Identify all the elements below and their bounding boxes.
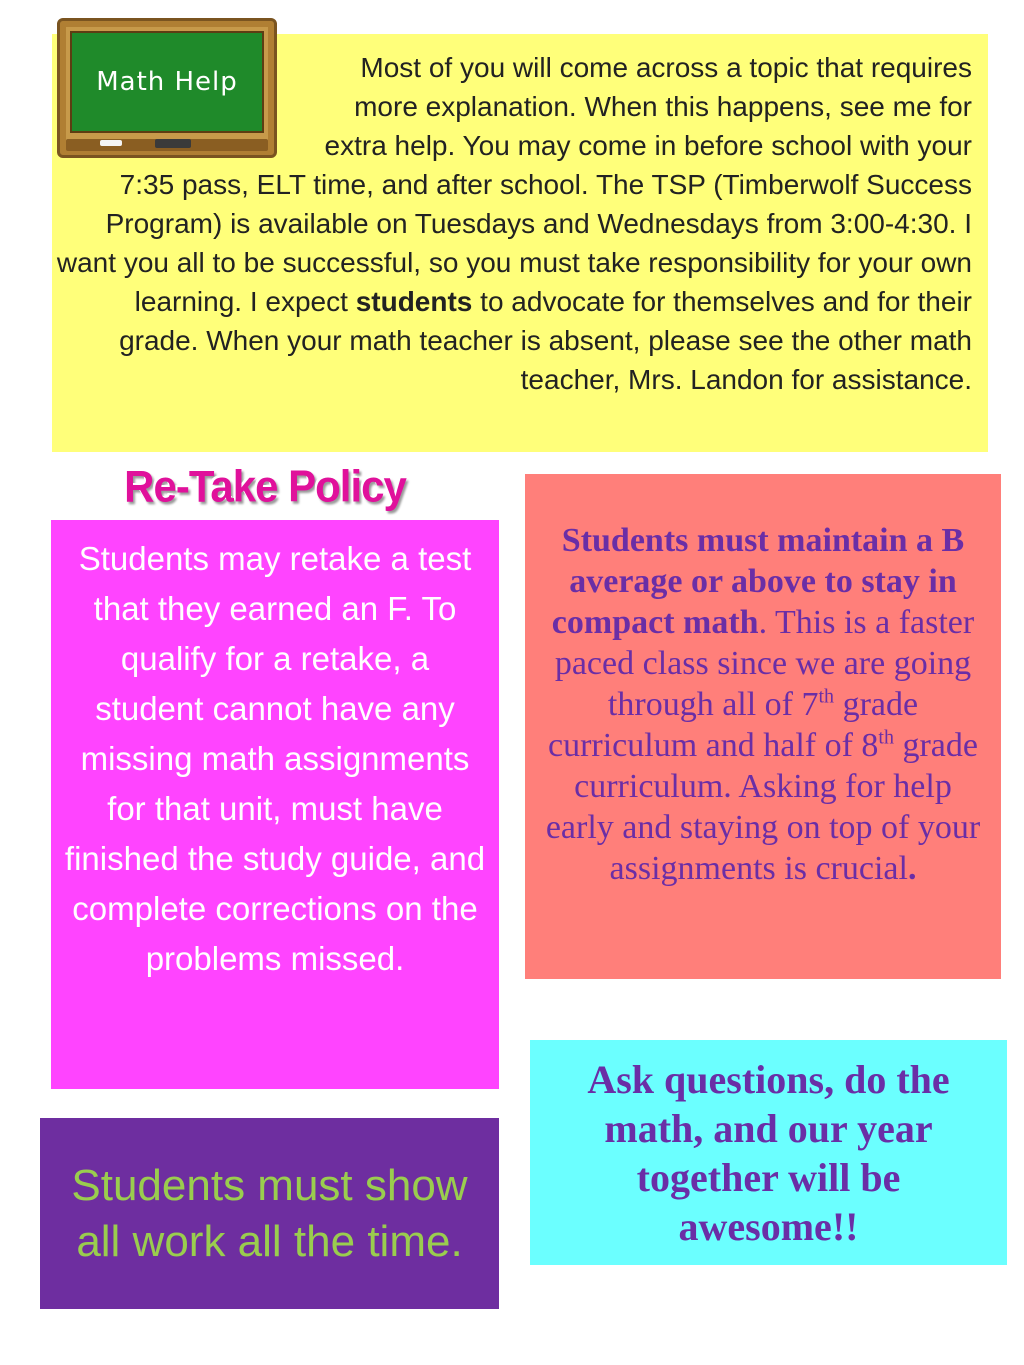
chalkboard-surface: [70, 31, 264, 133]
compact-text-part3: grade curriculum. Asking for help early and staying on top of your assignments is crucial: [545, 727, 981, 887]
chalkboard-image: [57, 18, 277, 158]
compact-math-box: [525, 474, 1001, 979]
compact-text-part1: . This is a faster paced class since we are going through all of 7: [554, 604, 975, 723]
compact-sup2: th: [878, 726, 894, 749]
compact-end-mark: .: [907, 850, 917, 887]
show-work-box: [40, 1118, 499, 1309]
retake-policy-title: Re-Take Policy: [124, 461, 406, 512]
retake-policy-text: Students may retake a test that they earned an F. To qualify for a retake, a student cannot have any missing math assignments for that unit, must have finished the study guide, and complete corrections on the problems missed.: [64, 540, 486, 977]
compact-text-part2: grade curriculum and half of 8: [547, 686, 919, 764]
show-work-text: Students must show all work all the time.: [71, 1160, 468, 1266]
chalkboard-title: Math Help: [96, 67, 238, 97]
intro-text-before: Most of you will come across a topic that requires more explanation. When this happens, see me for extra help. You may come in before school with your 7:35 pass, ELT time, and after school. The TSP (Timberwolf Success Program) is available on Tuesdays and Wednesdays from 3:00-4:30. I want you all to be successful, so you must take responsibility for your own learning. I expect: [56, 52, 972, 317]
chalk-icon: [100, 140, 122, 146]
intro-emphasis: students: [355, 286, 473, 317]
retake-policy-box: [51, 520, 499, 1089]
ask-questions-text: Ask questions, do the math, and our year together will be awesome!!: [587, 1056, 950, 1249]
compact-bold-text: Students must maintain a B average or above to stay in compact math: [551, 522, 965, 641]
compact-math-text: [543, 520, 983, 889]
eraser-icon: [155, 139, 191, 148]
compact-sup1: th: [818, 685, 835, 708]
intro-text-after: to advocate for themselves and for their grade. When your math teacher is absent, please see the other math teacher, Mrs. Landon for assistance.: [119, 286, 972, 395]
ask-questions-box: [530, 1040, 1007, 1265]
